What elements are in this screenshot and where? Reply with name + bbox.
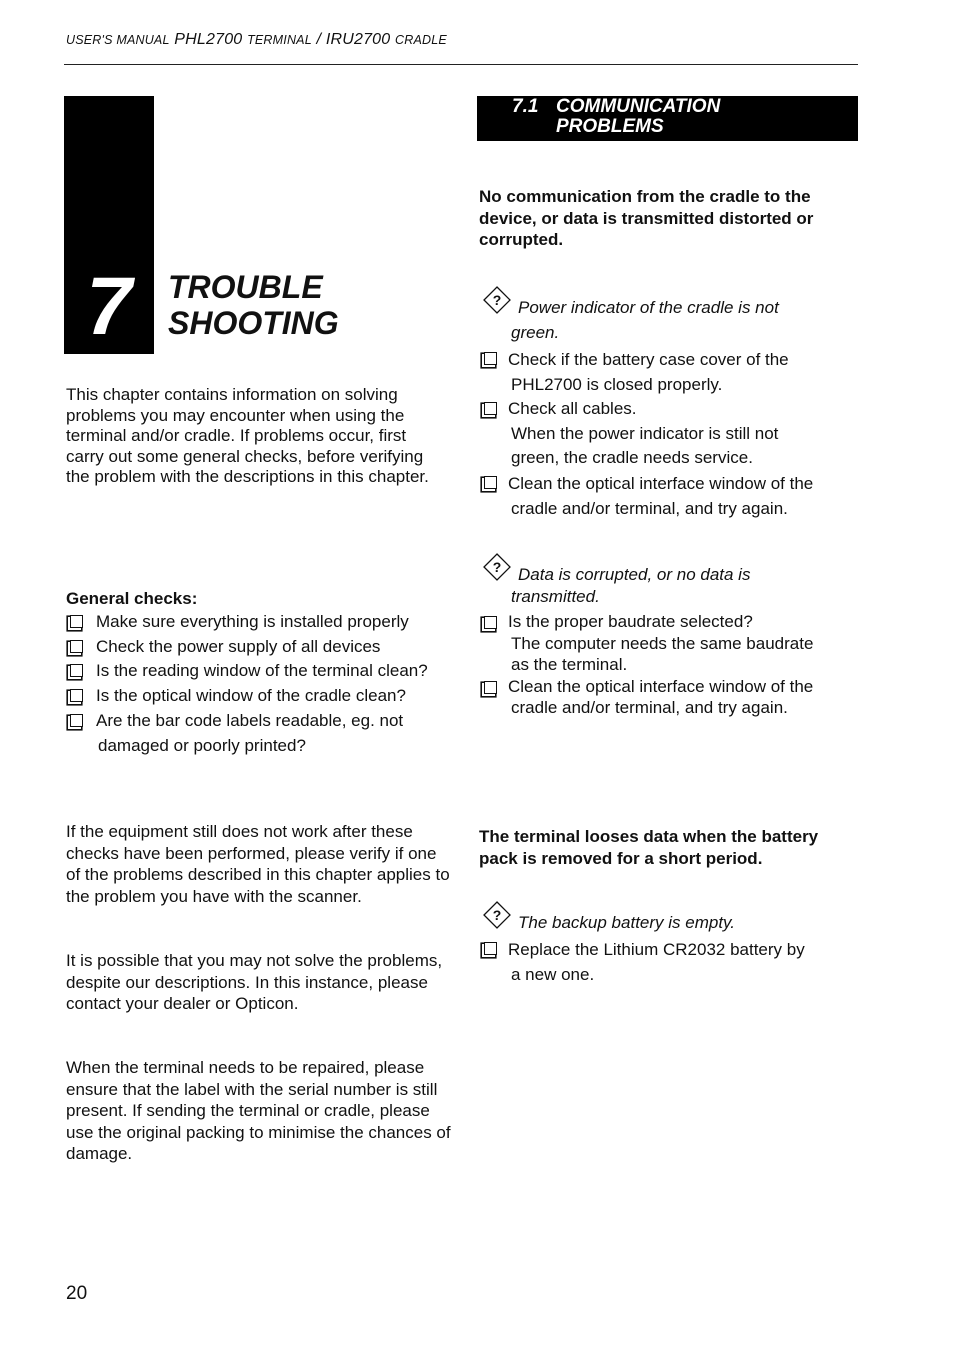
checkbox-icon [484, 352, 497, 365]
list-item [477, 611, 857, 676]
symptom-text: Data is corrupted, or no data is [518, 565, 751, 584]
list-item-continuation: When the power indicator is still not [511, 423, 779, 443]
paragraph-repair: When the terminal needs to be repaired, please ensure that the label with the serial number is still present. If sending the terminal or cradle, please use the original packing to minimise the chances of damage. [66, 1058, 451, 1163]
page-number: 20 [66, 1283, 88, 1304]
list-item-continuation: cradle and/or terminal, and try again. [511, 698, 788, 717]
list-item-text: Check if the battery case cover of the [508, 350, 789, 369]
question-diamond-icon [482, 552, 512, 582]
checkbox-icon [70, 714, 83, 727]
svg-text:?: ? [492, 907, 502, 923]
list-item-text: Are the bar code labels readable, eg. not [96, 710, 404, 730]
section-number: 7.1 [512, 96, 539, 117]
checkbox-icon [70, 689, 83, 702]
list-item-continuation: damaged or poorly printed? [98, 735, 306, 755]
header-part-3: TERMINAL [247, 33, 312, 47]
svg-text:?: ? [492, 292, 502, 308]
chapter-title-line1: TROUBLE [168, 269, 323, 305]
svg-text:?: ? [492, 559, 502, 575]
problem-heading: No communication from the cradle to the device, or data is transmitted distorted or corrupted. [479, 187, 814, 249]
symptom-text: Power indicator of the cradle is not [518, 298, 779, 317]
checkbox-icon [484, 402, 497, 415]
chapter-number: 7 [86, 261, 132, 352]
symptom2-list [477, 611, 857, 719]
list-item [70, 709, 460, 758]
symptom-text-cont: green. [511, 323, 560, 342]
section-heading-bar [477, 96, 858, 141]
problem-heading: The terminal looses data when the battery pack is removed for a short period. [479, 827, 819, 868]
list-item-text: Is the optical window of the cradle clean? [96, 686, 406, 706]
list-item [70, 684, 460, 709]
list-item [477, 937, 857, 987]
symptom1-list [477, 347, 857, 521]
header-rule [64, 64, 858, 65]
checkbox-icon [70, 640, 83, 653]
symptom-text-cont: transmitted. [511, 587, 600, 606]
chapter-title [168, 269, 339, 341]
list-item-text: Clean the optical interface window of the [508, 473, 814, 493]
general-checks-list [70, 610, 460, 758]
list-item [70, 610, 460, 635]
list-item-continuation: The computer needs the same baudrate [511, 633, 814, 653]
list-item-continuation: a new one. [511, 965, 595, 984]
list-item [477, 397, 857, 471]
list-item-continuation: cradle and/or terminal, and try again. [511, 498, 788, 518]
list-item-text: Replace the Lithium CR2032 battery by [508, 940, 805, 959]
general-checks-heading: General checks: [66, 589, 198, 608]
list-item-text: Check all cables. [508, 399, 637, 418]
section-title: COMMUNICATION PROBLEMS [556, 96, 721, 137]
checkbox-icon [484, 476, 497, 489]
list-item-text: Check the power supply of all devices [96, 636, 381, 656]
list-item-text: Is the proper baudrate selected? [508, 612, 753, 631]
question-diamond-icon [482, 285, 512, 315]
checkbox-icon [484, 616, 497, 629]
list-item-continuation: as the terminal. [511, 655, 628, 674]
running-header [66, 31, 447, 49]
paragraph-contact: It is possible that you may not solve the problems, despite our descriptions. In this instance, please contact your dealer or Opticon. [66, 951, 443, 1013]
list-item [70, 659, 460, 684]
header-part-1: USER'S MANUAL [66, 33, 170, 47]
list-item [477, 471, 857, 521]
checkbox-icon [70, 615, 83, 628]
header-part-5: CRADLE [395, 33, 447, 47]
list-item [477, 676, 857, 719]
list-item [70, 635, 460, 660]
checkbox-icon [484, 942, 497, 955]
list-item-continuation: PHL2700 is closed properly. [511, 375, 723, 394]
paragraph-verify: If the equipment still does not work after these checks have been performed, please verify if one of the problems described in this chapter applies to the problem you have with the scanner. [66, 822, 450, 906]
symptom-text: The backup battery is empty. [518, 913, 736, 932]
checkbox-icon [70, 664, 83, 677]
list-item-text: Make sure everything is installed properly [96, 612, 409, 631]
header-part-2: PHL2700 [174, 31, 243, 48]
list-item-continuation: green, the cradle needs service. [511, 448, 753, 467]
question-diamond-icon [482, 900, 512, 930]
list-item [477, 347, 857, 397]
list-item-text: Clean the optical interface window of the [508, 676, 814, 696]
header-part-4: / IRU2700 [316, 31, 391, 48]
checkbox-icon [484, 681, 497, 694]
list-item-text: Is the reading window of the terminal clean? [96, 661, 428, 681]
symptom3-list [477, 937, 857, 987]
intro-paragraph: This chapter contains information on solving problems you may encounter when using the terminal and/or cradle. If problems occur, first carry out some general checks, before verifying the problem with the descriptions in this chapter. [66, 385, 429, 486]
chapter-title-line2: SHOOTING [168, 305, 339, 341]
chapter-block [64, 96, 154, 354]
